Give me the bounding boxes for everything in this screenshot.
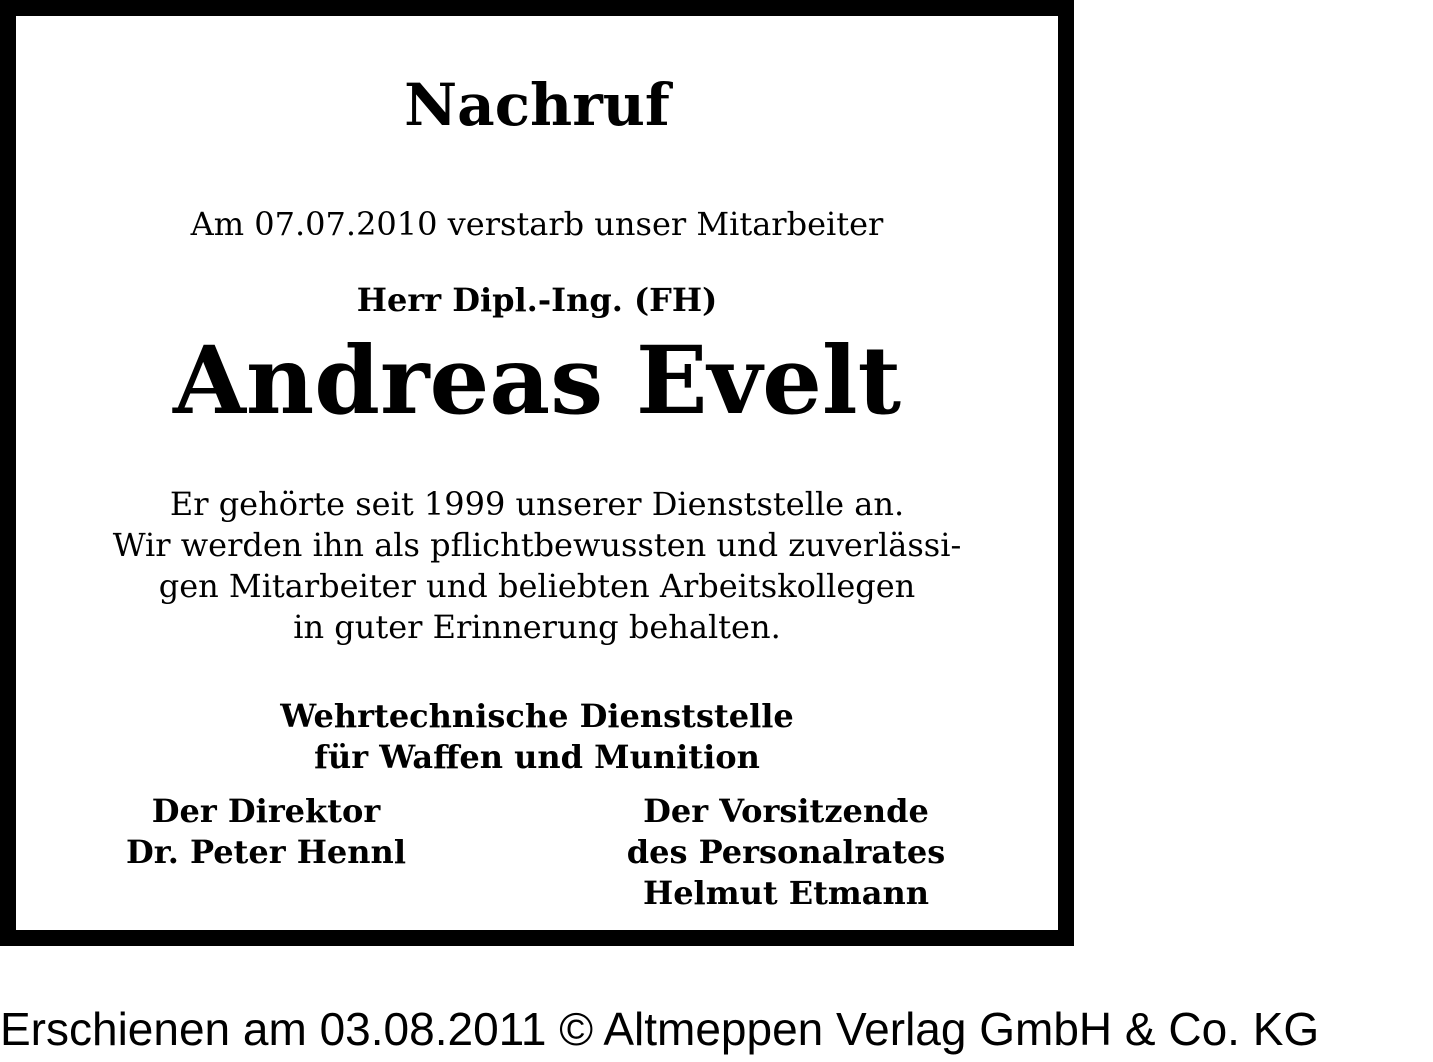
organization-name xyxy=(16,696,1058,778)
deceased-honorific: Herr Dipl.-Ing. (FH) xyxy=(356,281,718,319)
signatory-line: Helmut Etmann xyxy=(642,874,930,912)
organization-line: Wehrtechnische Dienststelle xyxy=(280,697,794,735)
body-line: Er gehörte seit 1999 unserer Dienststelle an. xyxy=(169,485,905,523)
deceased-name: Andreas Evelt xyxy=(172,326,902,436)
body-line: Wir werden ihn als pflichtbewussten und zuverlässi- xyxy=(112,526,962,564)
publication-footer: Erschienen am 03.08.2011 © Altmeppen Verlag GmbH & Co. KG xyxy=(0,1003,1320,1055)
organization-line: für Waffen und Munition xyxy=(314,738,760,776)
notice-body xyxy=(16,484,1058,648)
signatory-line: Der Vorsitzende xyxy=(643,792,929,830)
signatory-director xyxy=(106,791,426,873)
signatory-staff-council xyxy=(616,791,956,914)
signatory-line: des Personalrates xyxy=(626,833,946,871)
notice-title: Nachruf xyxy=(404,71,670,139)
body-line: in guter Erinnerung behalten. xyxy=(293,608,781,646)
signatory-line: Dr. Peter Hennl xyxy=(126,833,406,871)
notice-intro: Am 07.07.2010 verstarb unser Mitarbeiter xyxy=(190,205,884,243)
signatory-line: Der Direktor xyxy=(151,792,381,830)
body-line: gen Mitarbeiter und beliebten Arbeitskollegen xyxy=(158,567,916,605)
